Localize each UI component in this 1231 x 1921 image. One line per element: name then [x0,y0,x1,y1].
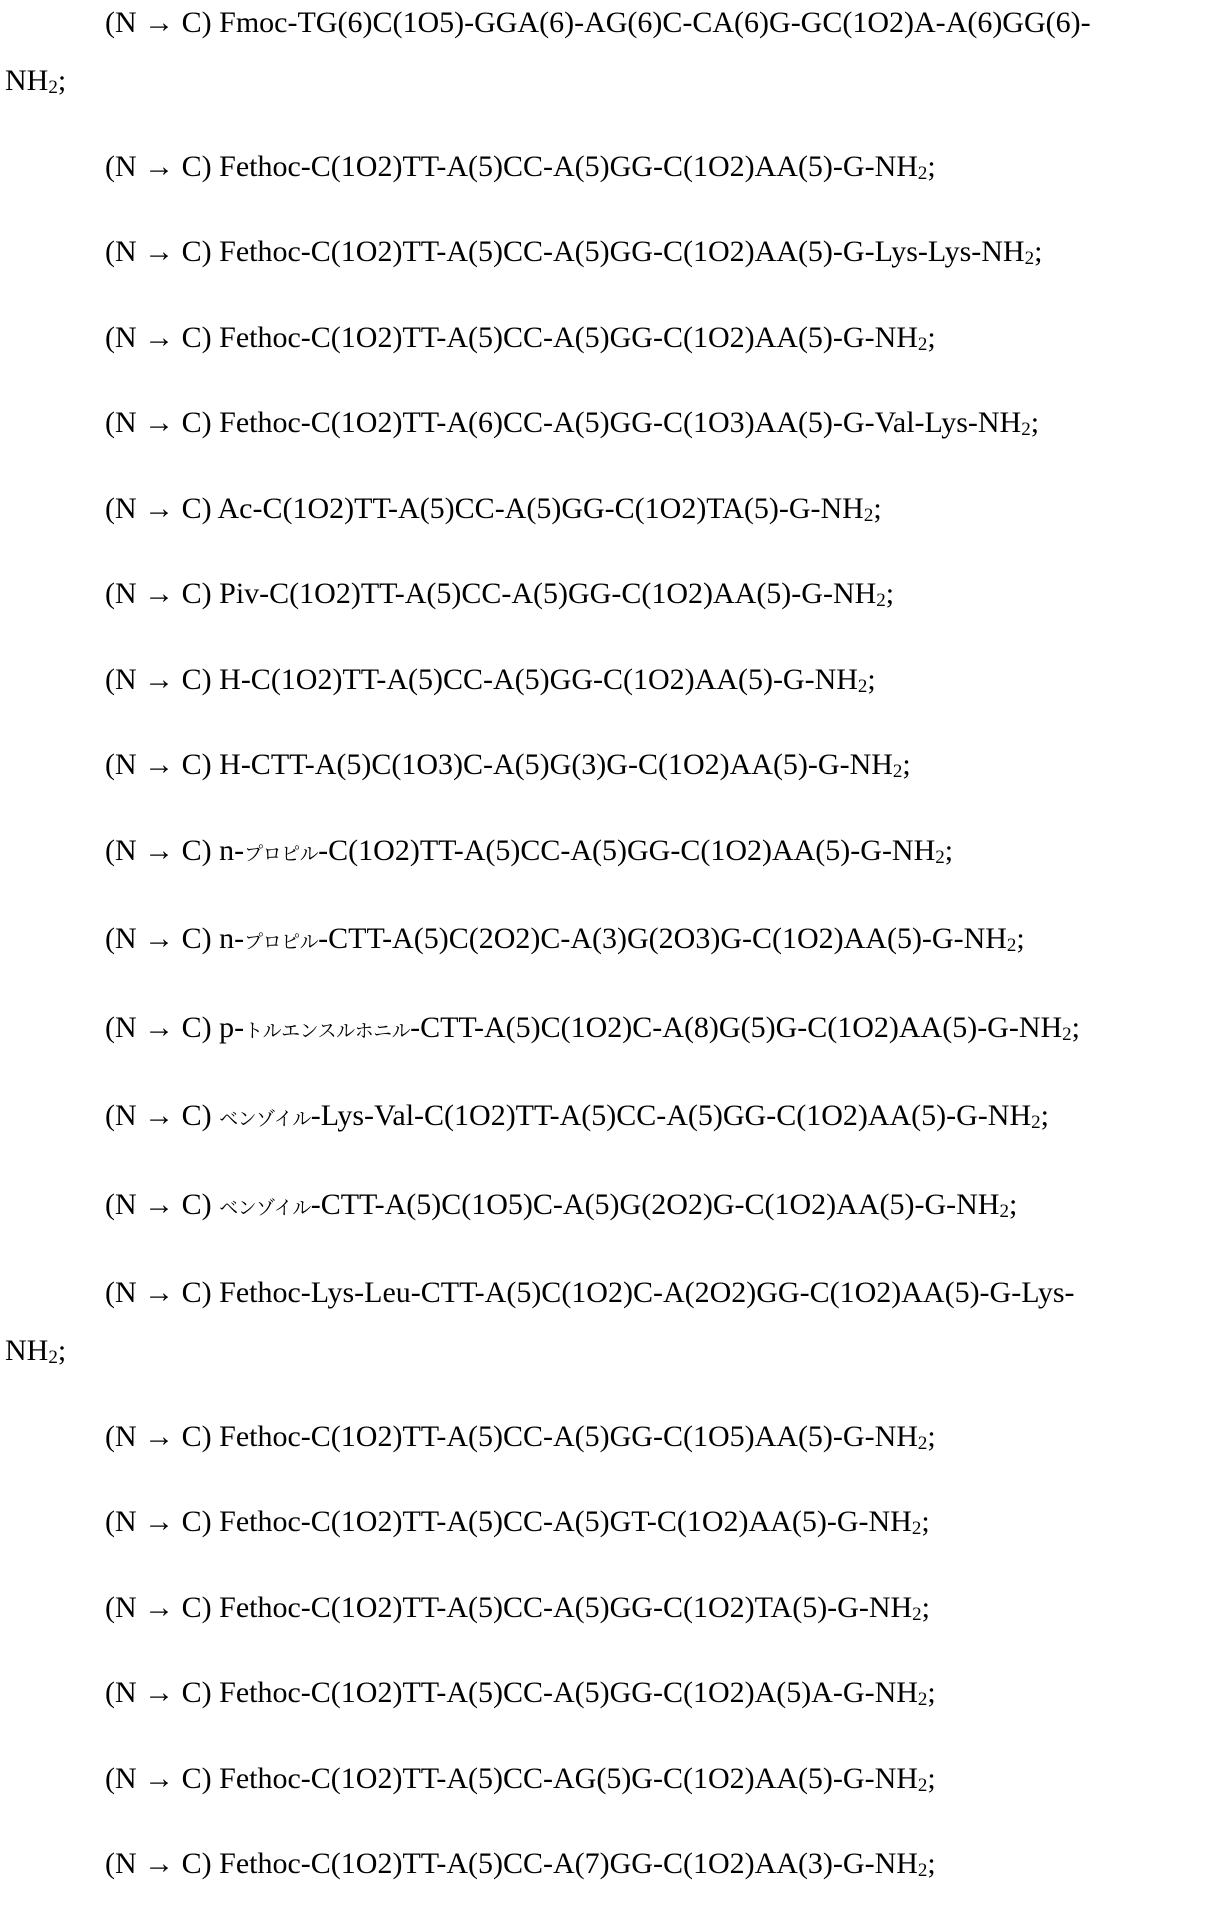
sequence-text: ; [927,1847,936,1880]
sequence-text: n- [219,922,245,955]
subscript: 2 [1062,1023,1072,1045]
sequence-entry [0,651,1231,709]
direction-label: (N → C) [105,833,212,867]
sequence-entry [0,1750,1231,1808]
sequence-text: ; [1016,922,1025,955]
sequence-entry [0,1664,1231,1722]
direction-label: (N → C) [105,320,212,354]
subscript: 2 [1006,935,1017,956]
sequence-entry [0,309,1231,367]
direction-label: (N → C) [105,1276,212,1309]
sequence-entry [0,223,1231,281]
sequence-text: ; [1071,1010,1081,1044]
subscript: 2 [911,1518,922,1539]
subscript: 2 [48,77,58,98]
sequence-entry [0,480,1231,538]
sequence-text: ; [885,577,895,610]
sequence-text: Ac-C(1O2)TT-A(5)CC-A(5)GG-C(1O2)TA(5)-G-NH [217,491,864,525]
sequence-text: -CTT-A(5)C(1O2)C-A(8)G(5)G-C(1O2)AA(5)-G-NH [410,1010,1063,1044]
direction-label: (N → C) [105,406,212,439]
subscript: 2 [999,1200,1009,1222]
protecting-group-katakana: トルエンスルホニル [244,1019,411,1042]
protecting-group-katakana: プロピル [244,931,319,953]
direction-label: (N → C) [105,662,212,696]
direction-label: (N → C) [105,491,212,525]
subscript: 2 [857,675,868,697]
sequence-text: Piv-C(1O2)TT-A(5)CC-A(5)GG-C(1O2)AA(5)-G-NH [219,577,877,610]
sequence-text: Fethoc-Lys-Leu-CTT-A(5)C(1O2)C-A(2O2)GG-C(1O2)AA(5)-G-Lys- [219,1276,1075,1309]
sequence-text: NH [5,64,49,97]
sequence-text: -Lys-Val-C(1O2)TT-A(5)CC-A(5)GG-C(1O2)AA(5)-G-NH [310,1099,1032,1132]
sequence-text: ; [57,1334,67,1367]
sequence-text: ; [867,662,876,696]
sequence-text: ; [944,833,954,867]
sequence-entry [0,1835,1231,1893]
sequence-entry [0,910,1231,971]
sequence-text: Fethoc-C(1O2)TT-A(5)CC-A(5)GG-C(1O2)AA(5)-G-NH [219,149,918,183]
sequence-text: ; [1030,406,1040,439]
sequence-text: ; [927,1761,936,1795]
sequence-entry [0,0,1231,110]
sequence-text: -C(1O2)TT-A(5)CC-A(5)GG-C(1O2)AA(5)-G-NH [318,833,936,867]
direction-label: (N → C) [105,1505,212,1538]
direction-label: (N → C) [105,235,212,268]
sequence-text: ; [1034,235,1043,268]
direction-label: (N → C) [105,1590,212,1624]
sequence-entry [0,394,1231,452]
sequence-entry [0,999,1231,1060]
subscript: 2 [917,1774,928,1796]
sequence-text: H-CTT-A(5)C(1O3)C-A(5)G(3)G-C(1O2)AA(5)-G-NH [219,748,893,781]
sequence-text: p- [219,1010,245,1044]
direction-label: (N → C) [105,6,212,39]
subscript: 2 [1024,248,1035,269]
sequence-text: ; [927,320,936,354]
sequence-text: ; [921,1590,931,1624]
sequence-text: Fethoc-C(1O2)TT-A(6)CC-A(5)GG-C(1O3)AA(5)-G-Val-Lys-NH [219,406,1022,439]
sequence-text: Fethoc-C(1O2)TT-A(5)CC-AG(5)G-C(1O2)AA(5)-G-NH [219,1761,918,1795]
direction-label: (N → C) [105,1847,212,1880]
wrapped-continuation [5,1322,1231,1380]
sequence-text: H-C(1O2)TT-A(5)CC-A(5)GG-C(1O2)AA(5)-G-NH [219,662,858,696]
direction-label: (N → C) [105,1010,212,1044]
sequence-text: ; [902,748,911,781]
subscript: 2 [876,590,886,611]
sequence-text: ; [927,1676,936,1709]
sequence-text: NH [5,1334,49,1367]
direction-label: (N → C) [105,149,212,183]
direction-label: (N → C) [105,1761,212,1795]
subscript: 2 [863,504,874,526]
subscript: 2 [892,761,903,782]
sequence-text: Fethoc-C(1O2)TT-A(5)CC-A(5)GG-C(1O5)AA(5)-G-NH [219,1419,918,1453]
subscript: 2 [917,162,928,184]
sequence-text: n- [219,833,245,867]
sequence-entry [0,565,1231,623]
sequence-text: ; [1008,1187,1018,1221]
sequence-text: ; [927,1419,936,1453]
sequence-text: Fethoc-C(1O2)TT-A(5)CC-A(5)GT-C(1O2)AA(5)-G-NH [219,1505,912,1538]
subscript: 2 [917,1689,928,1710]
subscript: 2 [917,1860,928,1881]
direction-label: (N → C) [105,1676,212,1709]
sequence-entry [0,1408,1231,1466]
protecting-group-katakana: ベンゾイル [219,1108,311,1130]
sequence-text: ; [927,149,936,183]
sequence-text: -CTT-A(5)C(1O5)C-A(5)G(2O2)G-C(1O2)AA(5)-G-NH [310,1187,1000,1221]
sequence-entry [0,822,1231,883]
sequence-text: Fethoc-C(1O2)TT-A(5)CC-A(7)GG-C(1O2)AA(3)-G-NH [219,1847,918,1880]
sequence-entry [0,138,1231,196]
sequence-entry [0,1493,1231,1551]
sequence-text: -CTT-A(5)C(2O2)C-A(3)G(2O3)G-C(1O2)AA(5)-G-NH [318,922,1007,955]
direction-label: (N → C) [105,1187,212,1221]
subscript: 2 [1031,1112,1041,1133]
sequence-text: Fethoc-C(1O2)TT-A(5)CC-A(5)GG-C(1O2)A(5)A-G-NH [219,1676,918,1709]
wrapped-continuation [5,52,1231,110]
subscript: 2 [917,333,928,355]
sequence-text: Fethoc-C(1O2)TT-A(5)CC-A(5)GG-C(1O2)AA(5)-G-Lys-Lys-NH [219,235,1025,268]
subscript: 2 [917,1432,928,1454]
sequence-entry [0,1579,1231,1637]
sequence-text: ; [1040,1099,1049,1132]
subscript: 2 [48,1347,58,1368]
subscript: 2 [1021,419,1031,440]
direction-label: (N → C) [105,922,212,955]
sequence-text: Fmoc-TG(6)C(1O5)-GGA(6)-AG(6)C-CA(6)G-GC(1O2)A-A(6)GG(6)- [219,6,1091,39]
direction-label: (N → C) [105,577,212,610]
direction-label: (N → C) [105,748,212,781]
sequence-entry [0,736,1231,794]
sequence-text: Fethoc-C(1O2)TT-A(5)CC-A(5)GG-C(1O2)AA(5)-G-NH [219,320,918,354]
sequence-entry [0,1087,1231,1148]
sequence-entry [0,1176,1231,1237]
direction-label: (N → C) [105,1419,212,1453]
sequence-text: ; [57,64,67,97]
sequence-text: ; [873,491,882,525]
subscript: 2 [935,846,945,868]
protecting-group-katakana: ベンゾイル [219,1196,311,1219]
sequence-entry [0,1264,1231,1380]
sequence-text: ; [921,1505,930,1538]
protecting-group-katakana: プロピル [244,842,319,865]
subscript: 2 [912,1603,922,1625]
sequence-text: Fethoc-C(1O2)TT-A(5)CC-A(5)GG-C(1O2)TA(5)-G-NH [219,1590,913,1624]
direction-label: (N → C) [105,1099,212,1132]
